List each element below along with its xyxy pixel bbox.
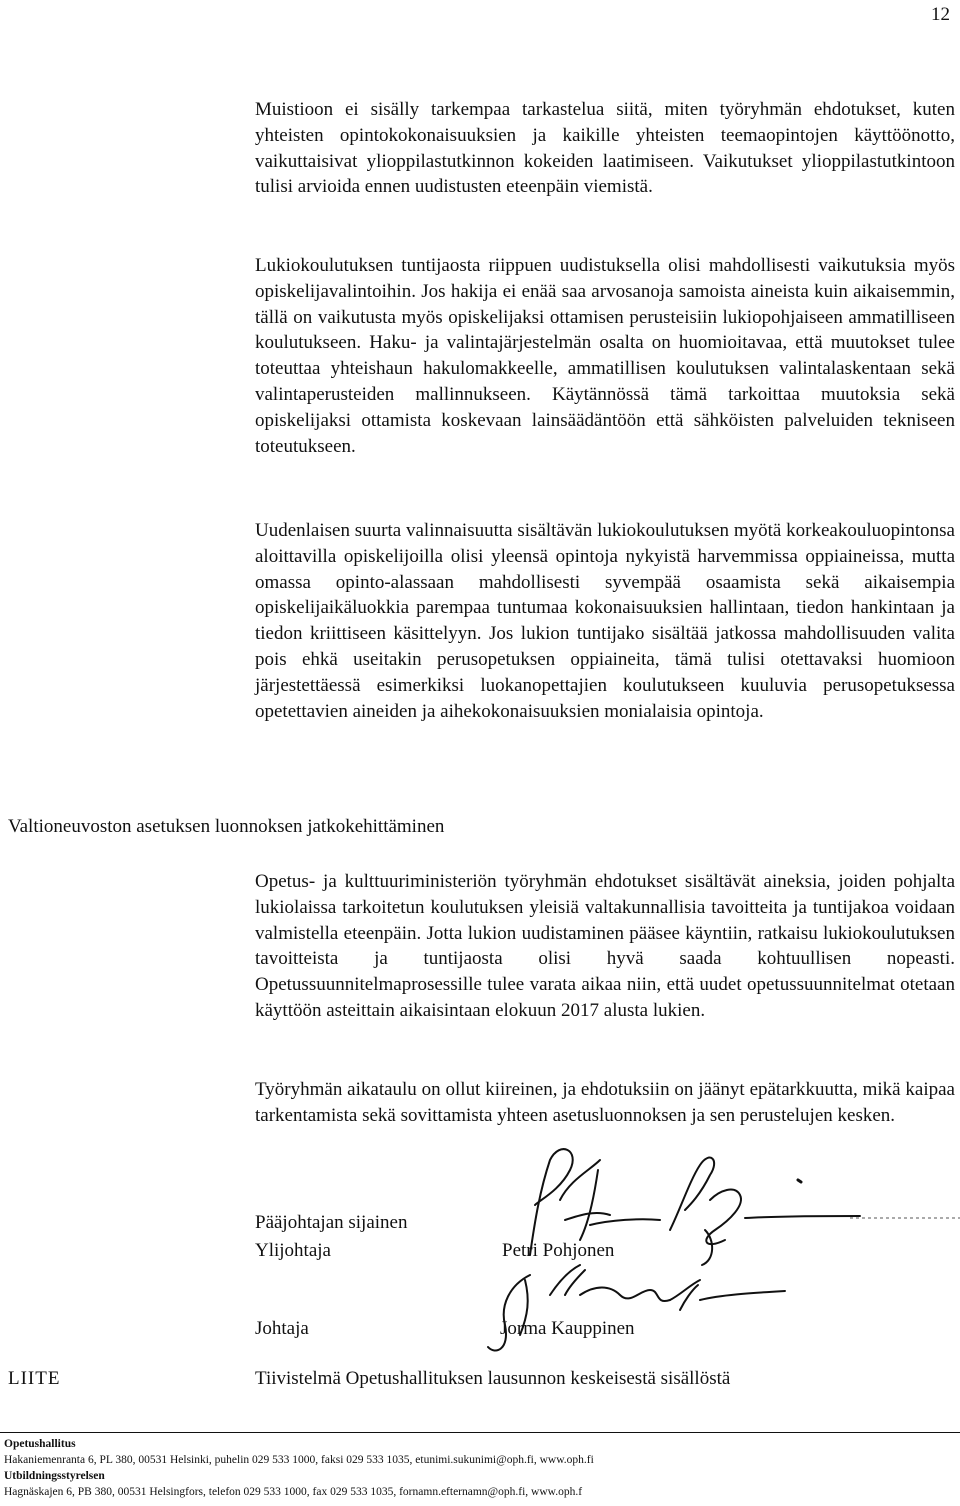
paragraph-2 bbox=[255, 253, 955, 459]
signer-role-deputy-director-general: Pääjohtajan sijainen bbox=[255, 1212, 408, 1233]
paragraph-1-text: Muistioon ei sisälly tarkempaa tarkastelua siitä, miten työryhmän ehdotukset, kuten yhteisten opintokokonaisuuksien ja kaikille yhteisten teemaopintojen käyttöönotto, vaikuttaisivat ylioppilastutkinnon kokeiden laatimiseen. Vaikutukset ylioppilastutkintoon tulisi arvioida ennen uudistusten eteenpäin viemistä. bbox=[255, 99, 955, 198]
paragraph-1 bbox=[255, 97, 955, 200]
paragraph-3-text: Uudenlaisen suurta valinnaisuutta sisältävän lukiokoulutuksen myötä korkeakouluopintonsa aloittavilla opiskelijoilla olisi yleensä opintoja nykyistä harvemmissa oppiaineissa, mutta omassa opinto-alassaan mahdollisesti syvempää osaamista sekä aikaisempia opiskelijaikäluokkia parempaa tuntumaa kokonaisuuksien hallintaan, tiedon hankintaan ja tiedon kriittiseen käsittelyyn. Jos lukion tuntijako sisältää jatkossa mahdollisuuden valita pois ehkä useitakin perusopetuksen oppiaineita, tämä tulisi otettavaksi huomioon järjestettäessä esimerkiksi luokanopettajien koulutukseen kuuluvia perusopetuksessa opetettavien aineiden ja aihekokonaisuuksien monialaisia opintoja. bbox=[255, 520, 955, 722]
paragraph-3 bbox=[255, 518, 955, 724]
footer-address-sv: Hagnäskajen 6, PB 380, 00531 Helsingfors, telefon 029 533 1000, fax 029 533 1035, fornamn.efternamn@oph.fi, www.oph.f bbox=[4, 1486, 583, 1498]
attachment-label: LIITE bbox=[8, 1368, 61, 1389]
handwritten-signature-2 bbox=[470, 1255, 790, 1365]
signer-role-director-general: Ylijohtaja bbox=[255, 1240, 331, 1261]
footer-org-fi: Opetushallitus bbox=[4, 1438, 76, 1450]
signer-name-2: Jorma Kauppinen bbox=[500, 1318, 635, 1339]
paragraph-5 bbox=[255, 1077, 955, 1129]
footer-address-fi: Hakaniemenranta 6, PL 380, 00531 Helsinki, puhelin 029 533 1000, faksi 029 533 1035, etunimi.sukunimi@oph.fi, www.oph.fi bbox=[4, 1454, 594, 1466]
attachment-text: Tiivistelmä Opetushallituksen lausunnon keskeisestä sisällöstä bbox=[255, 1368, 731, 1389]
footer bbox=[4, 1436, 954, 1500]
paragraph-2-text: Lukiokoulutuksen tuntijaosta riippuen uudistuksella olisi mahdollisesti vaikutuksia myös opiskelijavalintoihin. Jos hakija ei enää saa arvosanoja samoista aineista kuin aikaisemmin, tällä on vaikutusta myös opiskelijaksi ottamisen perusteisiin lukiopohjaiseen ammatilliseen koulutukseen. Haku- ja valintajärjestelmän osalta on huomioitavaa, että muutokset tulee toteuttaa yhteishaun hakulomakkeelle, ammatillisen koulutuksen valintalaskentaan sekä valintaperusteiden mallinnukseen. Käytännössä tämä tarkoittaa muutoksia sekä opiskelijaksi ottamista koskevaan lainsäädäntöön että sähköisten palveluiden tekniseen toteutukseen. bbox=[255, 255, 955, 457]
page-number: 12 bbox=[931, 4, 950, 25]
paragraph-4 bbox=[255, 869, 955, 1024]
paragraph-5-text: Työryhmän aikataulu on ollut kiireinen, ja ehdotuksiin on jäänyt epätarkkuutta, mikä kaipaa tarkentamista sekä sovittamista yhteen asetusluonnoksen ja sen perustelujen kesken. bbox=[255, 1079, 955, 1126]
footer-org-sv: Utbildningsstyrelsen bbox=[4, 1470, 105, 1482]
section-heading: Valtioneuvoston asetuksen luonnoksen jatkokehittäminen bbox=[8, 816, 445, 837]
signer-role-director: Johtaja bbox=[255, 1318, 309, 1339]
paragraph-4-text: Opetus- ja kulttuuriministeriön työryhmän ehdotukset sisältävät aineksia, joiden pohjalta lukiolaissa tarkoitetun koulutuksen yleisiä valtakunnallisia tavoitteita ja tuntijakoa voidaan valmistella eteenpäin. Jotta lukion uudistaminen pääsee käyntiin, ratkaisu lukiokoulutuksen tavoitteista ja tuntijaosta olisi hyvä saada kohtuullisen nopeasti. Opetussuunnitelmaprosessille tulee varata aikaa niin, että uudet opetussuunnitelmat otetaan käyttöön asteittain aikaisintaan elokuun 2017 alusta lukien. bbox=[255, 871, 955, 1021]
signer-name-1: Petri Pohjonen bbox=[502, 1240, 615, 1261]
handwritten-signature-1 bbox=[520, 1140, 960, 1270]
footer-divider bbox=[0, 1432, 960, 1433]
